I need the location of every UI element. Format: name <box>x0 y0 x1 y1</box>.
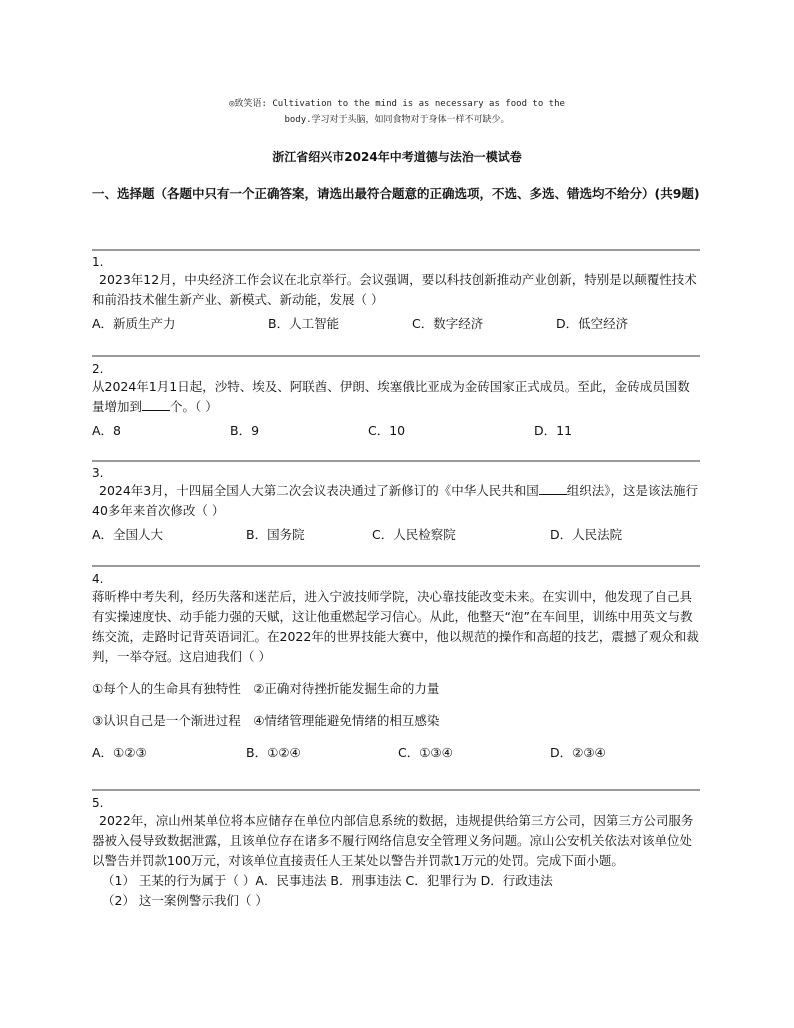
stem-text: 组织法》，这是该法施行40多年来首次修改（ ） <box>92 483 699 518</box>
divider <box>92 565 700 567</box>
option-b[interactable]: B．国务院 <box>246 527 305 542</box>
question-number: 5. <box>92 796 104 810</box>
question-stem: 2022年，凉山州某单位将本应储存在单位内部信息系统的数据，违规提供给第三方公司，因第三方公司服务器被入侵导致数据泄露，且该单位存在诸多不履行网络信息安全管理义务问题。凉山公安机关依法对该单位处以警告并罚款100万元，对该单位直接责任人王某处以警告并罚款1万元的处罚。完成下面小题。 <box>92 813 694 868</box>
option-row <box>92 314 702 334</box>
divider <box>92 249 700 251</box>
option-c[interactable]: C．①③④ <box>398 745 453 760</box>
question-3 <box>92 465 702 545</box>
question-number: 2. <box>92 362 104 376</box>
question-number: 1. <box>92 255 104 269</box>
divider <box>92 789 700 791</box>
motto <box>150 96 644 128</box>
section-heading: 一、选择题（各题中只有一个正确答案，请选出最符合题意的正确选项，不选、多选、错选均不给分）(共9题) <box>92 186 700 201</box>
question-number: 4. <box>92 572 104 586</box>
option-a[interactable]: A．全国人大 <box>92 527 164 542</box>
option-b[interactable]: B．人工智能 <box>268 316 340 331</box>
question-stem: 蒋昕桦中考失利，经历失落和迷茫后，进入宁波技师学院，决心靠技能改变未来。在实训中，他发现了自己具有实操速度快、动手能力强的天赋，这让他重燃起学习信心。从此，他整天“泡”在车间里，训练中用英文与教练交流，走路时记背英语词汇。在2022年的世界技能大赛中，他以规范的操作和高超的技艺，震撼了观众和裁判，一举夺冠。这启迪我们（ ） <box>92 589 699 664</box>
page-title: 浙江省绍兴市2024年中考道德与法治一模试卷 <box>272 150 522 164</box>
question-4 <box>92 571 702 763</box>
option-b[interactable]: B．①②④ <box>246 745 301 760</box>
statement-line: ③认识自己是一个渐进过程 ④情绪管理能避免情绪的相互感染 <box>92 713 440 728</box>
option-b[interactable]: B．9 <box>230 423 260 438</box>
option-a[interactable]: A．新质生产力 <box>92 316 176 331</box>
option-c[interactable]: C．人民检察院 <box>372 527 456 542</box>
question-stem <box>92 481 702 521</box>
divider <box>92 460 700 462</box>
option-c[interactable]: C．数字经济 <box>412 316 484 331</box>
question-1 <box>92 254 702 334</box>
option-d[interactable]: D．人民法院 <box>550 527 623 542</box>
motto-line-2: body.学习对于头脑，如同食物对于身体一样不可缺少。 <box>284 115 510 125</box>
sub-question-1: （1） 王某的行为属于（ ）A．民事违法 B．刑事违法 C．犯罪行为 D．行政违法 <box>102 873 553 888</box>
motto-line-1: ◎致笑语: Cultivation to the mind is as necessary as food to the <box>229 99 565 109</box>
divider <box>92 355 700 357</box>
question-stem <box>92 377 702 417</box>
option-d[interactable]: D．11 <box>534 423 573 438</box>
option-row <box>92 421 702 441</box>
stem-text: 个。（ ） <box>170 399 218 414</box>
stem-text: 从2024年1月1日起，沙特、埃及、阿联酋、伊朗、埃塞俄比亚成为金砖国家正式成员。至此，金砖成员国数量增加到 <box>92 379 690 414</box>
option-row <box>92 525 702 545</box>
stem-text: 2024年3月，十四届全国人大第二次会议表决通过了新修订的《中华人民共和国 <box>99 483 539 498</box>
option-c[interactable]: C．10 <box>368 423 406 438</box>
option-d[interactable]: D．②③④ <box>550 745 606 760</box>
question-2 <box>92 361 702 441</box>
option-d[interactable]: D．低空经济 <box>556 316 629 331</box>
fill-blank <box>539 481 567 495</box>
fill-blank <box>142 397 170 411</box>
option-a[interactable]: A．①②③ <box>92 745 147 760</box>
option-row <box>92 743 702 763</box>
question-stem: 2023年12月，中央经济工作会议在北京举行。会议强调，要以科技创新推动产业创新，特别是以颠覆性技术和前沿技术催生新产业、新模式、新动能，发展（ ） <box>92 272 697 307</box>
option-a[interactable]: A．8 <box>92 423 122 438</box>
question-5 <box>92 795 702 911</box>
sub-question-2: （2） 这一案例警示我们（ ） <box>102 893 268 908</box>
statement-line: ①每个人的生命具有独特性 ②正确对待挫折能发掘生命的力量 <box>92 681 440 696</box>
question-number: 3. <box>92 466 104 480</box>
